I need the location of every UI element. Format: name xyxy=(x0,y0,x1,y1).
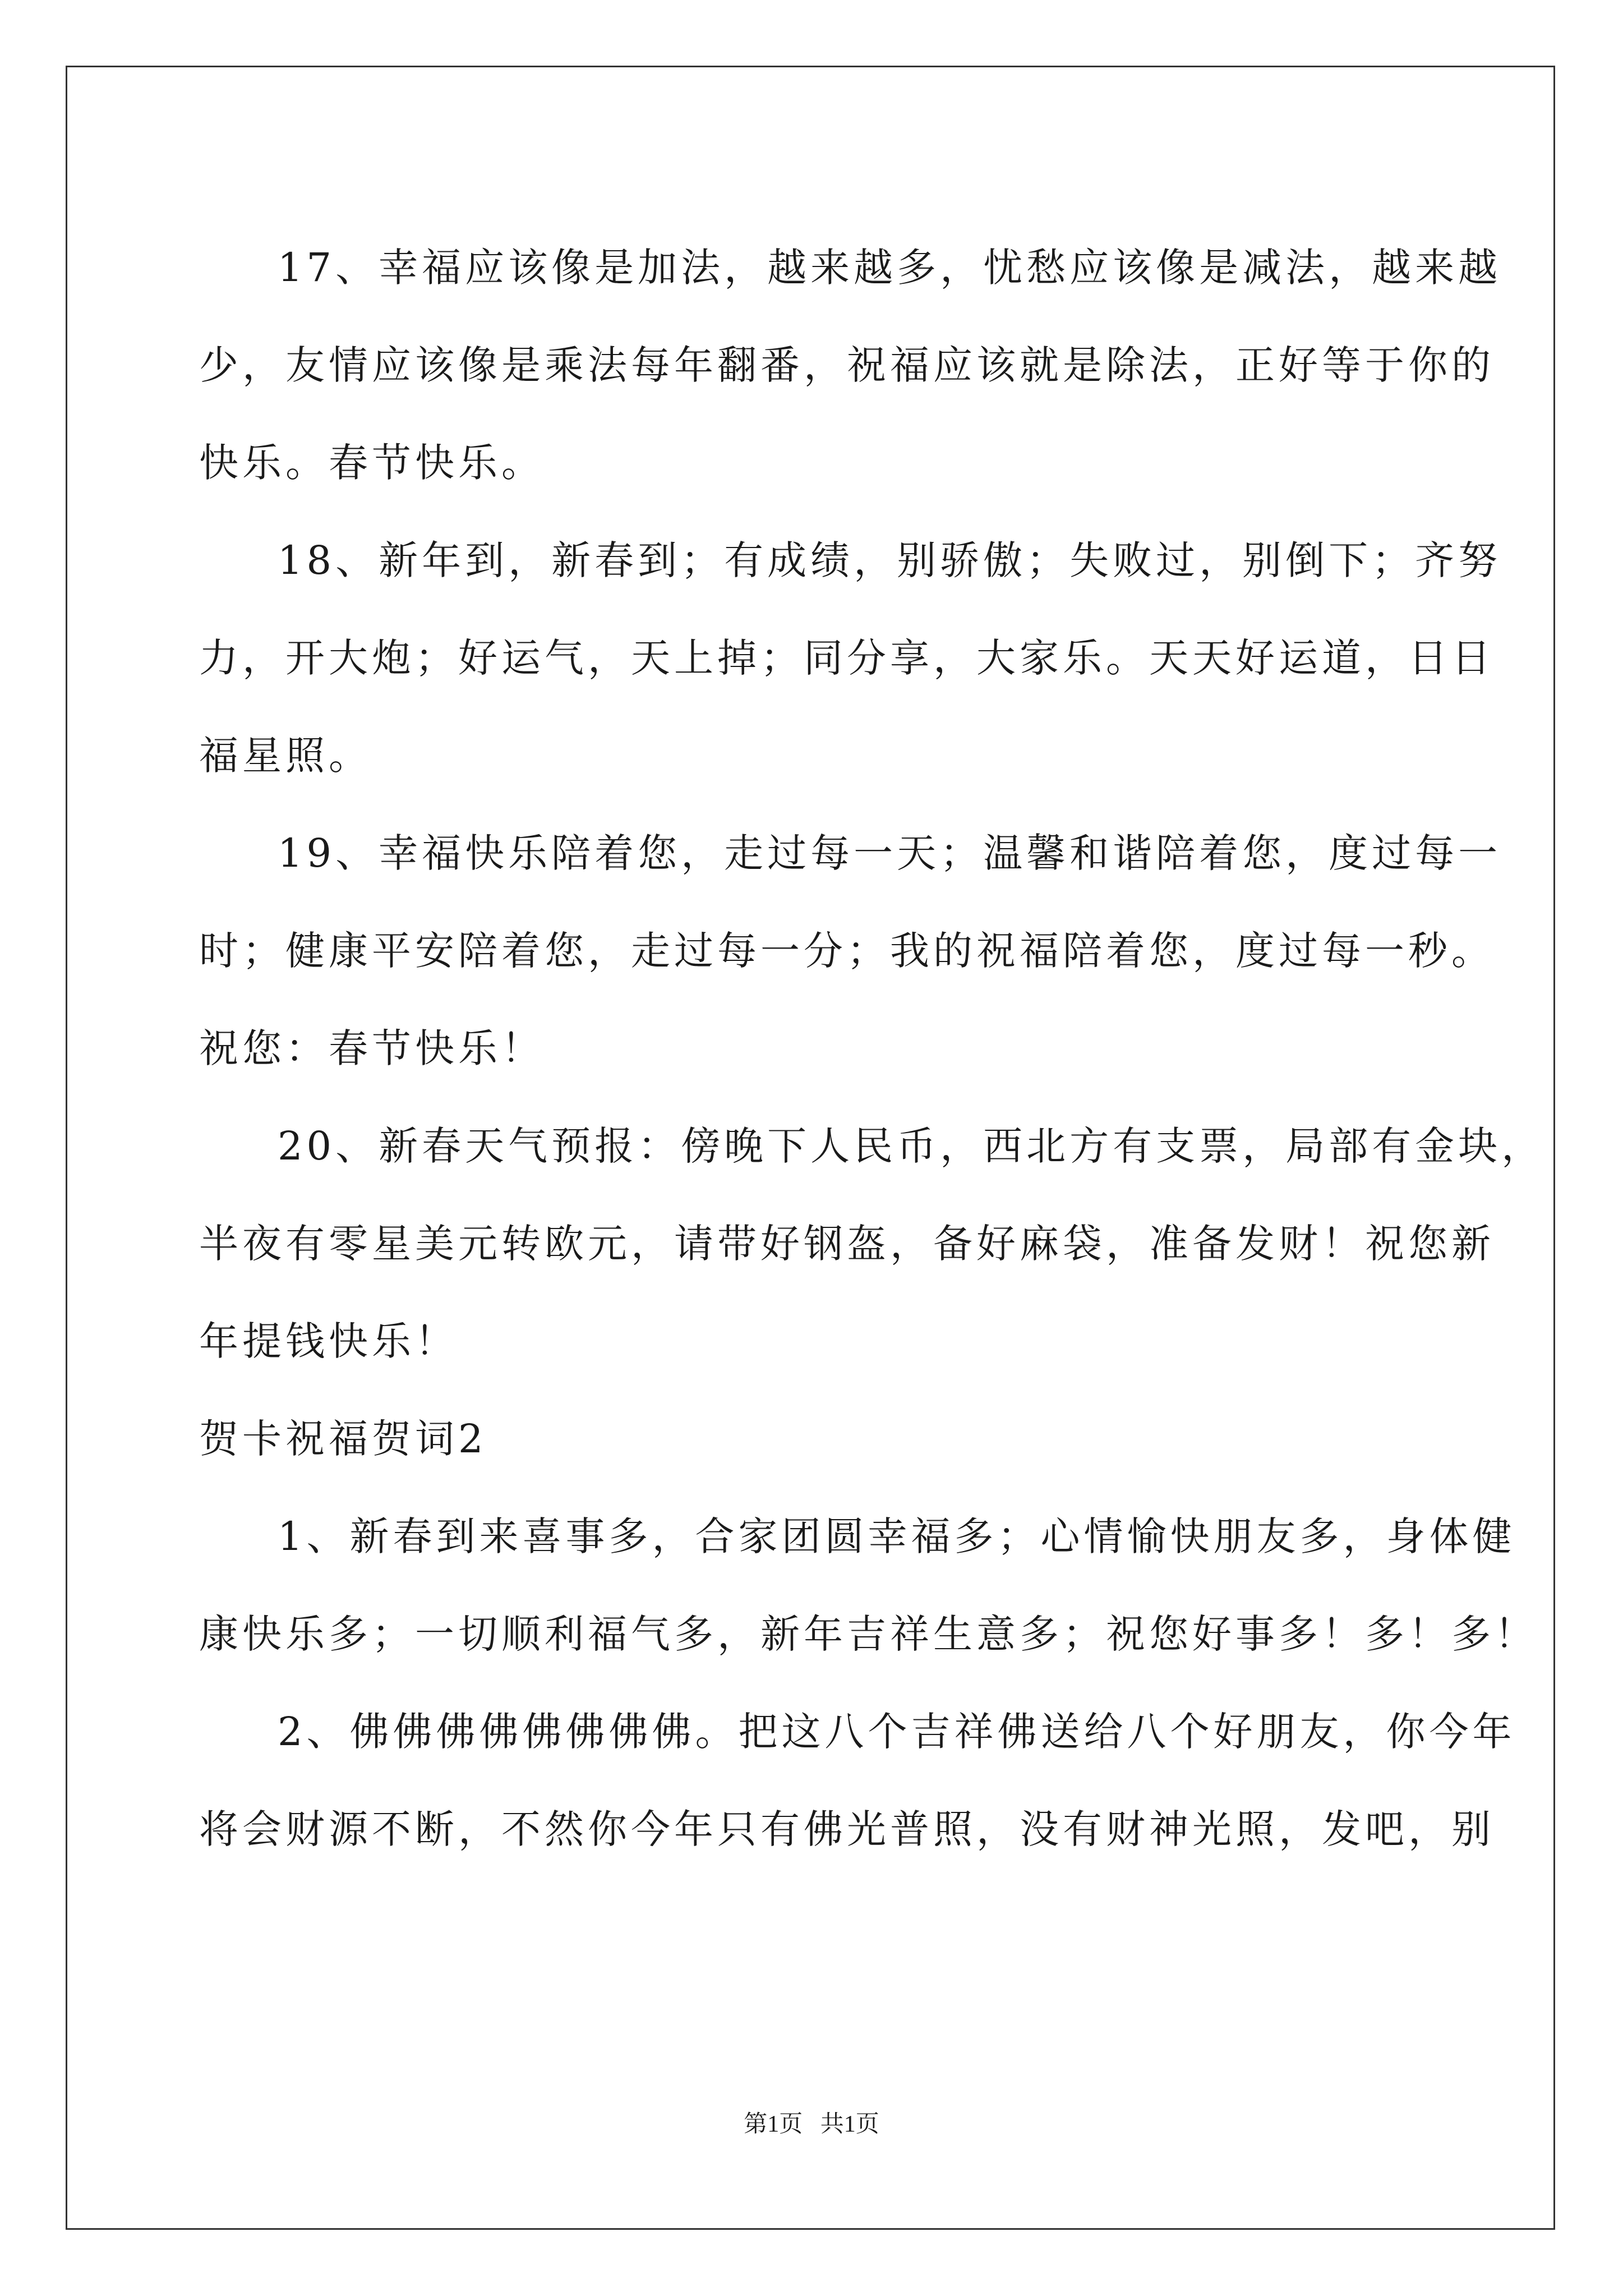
paragraph-17-line-1: 17、幸福应该像是加法，越来越多，忧愁应该像是减法，越来越 xyxy=(278,245,1502,291)
paragraph-1-line-2: 康快乐多；一切顺利福气多，新年吉祥生意多；祝您好事多！多！多！ xyxy=(199,1611,1538,1657)
paragraph-18-line-3: 福星照。 xyxy=(199,733,372,779)
paragraph-18-line-1: 18、新年到，新春到；有成绩，别骄傲；失败过，别倒下；齐努 xyxy=(278,537,1502,583)
page-footer: 第1页 共1页 xyxy=(744,2111,879,2137)
paragraph-20-line-1: 20、新春天气预报：傍晚下人民币，西北方有支票，局部有金块， xyxy=(278,1123,1545,1169)
paragraph-19-line-1: 19、幸福快乐陪着您，走过每一天；温馨和谐陪着您，度过每一 xyxy=(278,830,1502,876)
paragraph-20-line-3: 年提钱快乐！ xyxy=(199,1318,458,1364)
paragraph-17-line-2: 少，友情应该像是乘法每年翻番，祝福应该就是除法，正好等于你的 xyxy=(199,342,1495,388)
document-body xyxy=(199,219,1545,1878)
paragraph-1-line-1: 1、新春到来喜事多，合家团圆幸福多；心情愉快朋友多，身体健 xyxy=(278,1513,1516,1559)
paragraph-19-line-2: 时；健康平安陪着您，走过每一分；我的祝福陪着您，度过每一秒。 xyxy=(199,928,1495,974)
paragraph-2-line-1: 2、佛佛佛佛佛佛佛佛。把这八个吉祥佛送给八个好朋友，你今年 xyxy=(278,1709,1516,1755)
paragraph-20-line-2: 半夜有零星美元转欧元，请带好钢盔，备好麻袋，准备发财！祝您新 xyxy=(199,1221,1495,1267)
paragraph-17-line-3: 快乐。春节快乐。 xyxy=(199,440,545,486)
paragraph-2-line-2: 将会财源不断，不然你今年只有佛光普照，没有财神光照，发吧，别 xyxy=(199,1806,1495,1852)
section-heading: 贺卡祝福贺词2 xyxy=(199,1416,487,1462)
paragraph-18-line-2: 力，开大炮；好运气，天上掉；同分享，大家乐。天天好运道，日日 xyxy=(199,635,1495,681)
paragraph-19-line-3: 祝您：春节快乐！ xyxy=(199,1025,545,1071)
